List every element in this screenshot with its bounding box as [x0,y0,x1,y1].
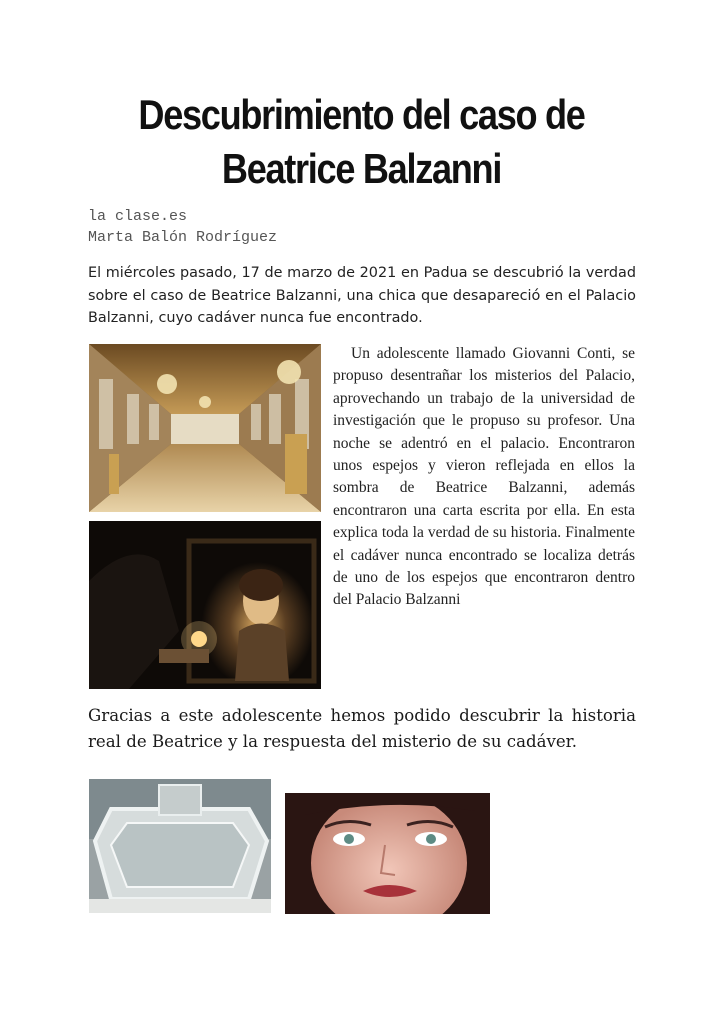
intro-paragraph: El miércoles pasado, 17 de marzo de 2021 en Padua se descubrió la verdad sobre el caso de Beatrice Balzanni, una chica que desapareció en el Palacio Balzanni, cuyo cadáver nunca fue encontrado. [88,265,636,326]
title-line-1: Descubrimiento del caso de [138,91,585,138]
author-name: Marta Balón Rodríguez [88,229,278,246]
ornate-mirror-photo [89,779,271,913]
candle-mirror-photo [89,521,321,689]
article-meta [88,206,277,248]
article-title [102,88,621,196]
source-name: la clase.es [88,208,188,225]
hall-of-mirrors-photo [89,344,321,512]
title-line-2: Beatrice Balzanni [221,145,502,192]
body-paragraph: Un adolescente llamado Giovanni Conti, se propuso desentrañar los misterios del Palacio, aprovechando un trabajo de la universidad de investigación que le propuso su profesor. Una noche se adentró en el palacio. Encontraron unos espejos y vieron reflejada en ellos la sombra de Beatrice Balzanni, además encontraron una carta escrita por ella. En esta explica toda la verdad de su historia. Finalmente el cadáver nunca encontrado se localiza detrás de uno de los espejos que encontraron dentro del Palacio Balzanni [333,345,635,609]
woman-face-photo [285,793,490,914]
conclusion-paragraph: Gracias a este adolescente hemos podido descubrir la historia real de Beatrice y la respuesta del misterio de su cadáver. [88,706,636,751]
